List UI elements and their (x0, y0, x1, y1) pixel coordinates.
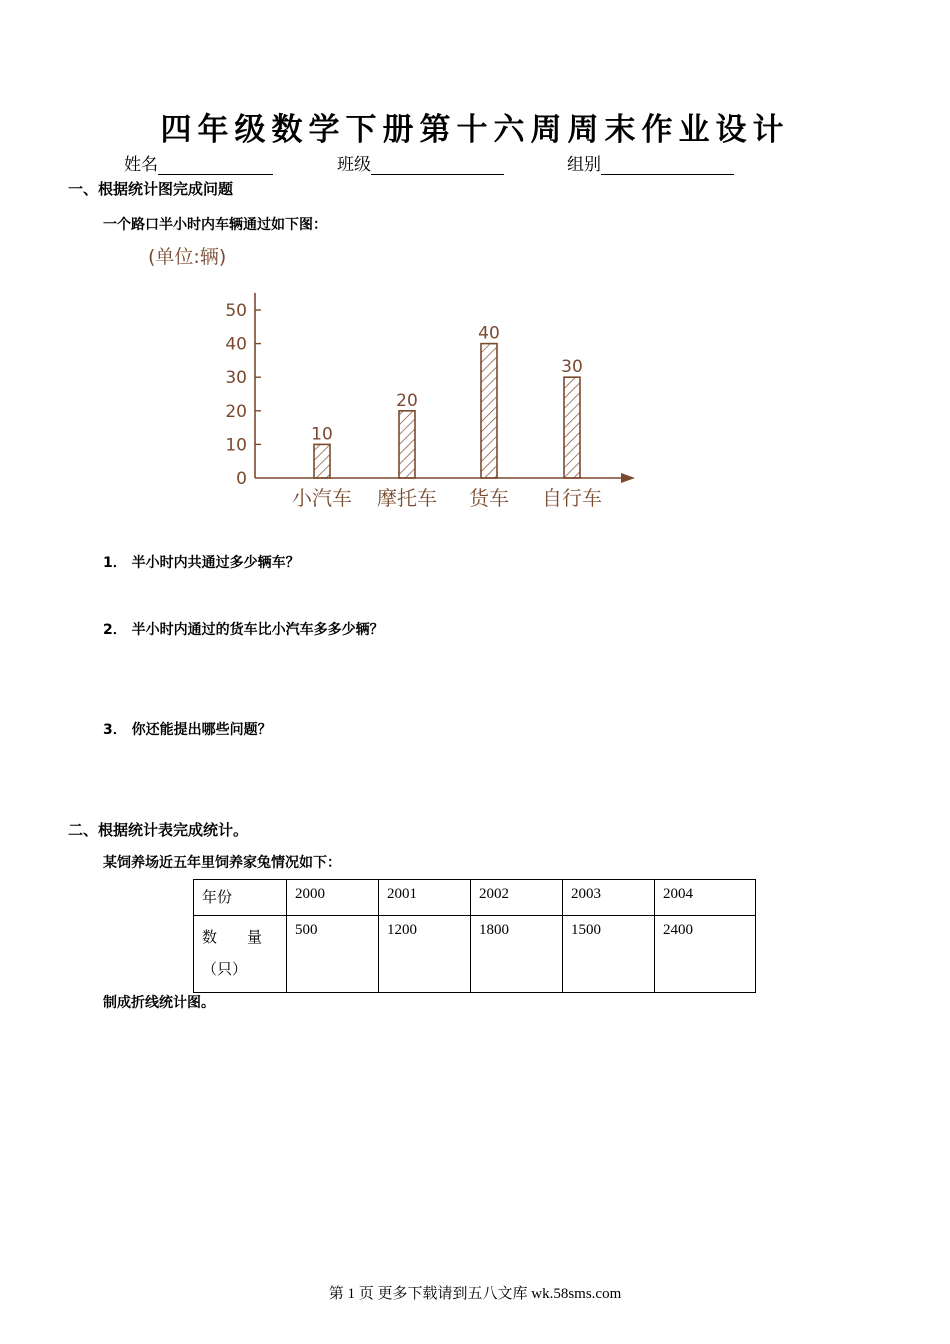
table-cell: 2001 (379, 880, 471, 916)
table-cell: 1500 (563, 916, 655, 993)
bar-chart (140, 238, 640, 518)
quantity-unit: （只） (202, 962, 248, 978)
name-blank[interactable] (158, 155, 273, 175)
table-header-year: 年份 (194, 880, 287, 916)
question-2: 2． 半小时内通过的货车比小汽车多多少辆？ (103, 622, 384, 638)
class-blank[interactable] (371, 155, 504, 175)
chart-data-labels (311, 324, 583, 445)
table-cell: 2004 (655, 880, 756, 916)
table-row (194, 916, 756, 993)
bar (481, 344, 497, 478)
chart-bars (314, 344, 580, 478)
category-label: 小汽车 (292, 486, 352, 510)
y-tick-label: 40 (225, 334, 247, 355)
data-label: 10 (311, 424, 333, 445)
table-cell: 1200 (379, 916, 471, 993)
page-footer: 第 1 页 更多下载请到五八文库 wk.58sms.com (328, 1286, 622, 1302)
question-3: 3． 你还能提出哪些问题？ (103, 722, 272, 738)
section1-heading: 一、根据统计图完成问题 (68, 180, 234, 198)
y-tick-label: 20 (225, 401, 247, 422)
category-label: 货车 (469, 486, 509, 510)
section2-intro: 某饲养场近五年里饲养家兔情况如下： (103, 855, 341, 871)
group-field (567, 150, 734, 175)
bar (314, 444, 330, 478)
data-label: 40 (478, 323, 500, 344)
chart-unit-label: (单位:辆) (148, 246, 227, 268)
y-tick-label: 50 (225, 301, 247, 321)
bar (564, 377, 580, 478)
page-title: 四年级数学下册第十六周周末作业设计 (160, 112, 790, 148)
chart-category-labels (292, 486, 602, 510)
class-label: 班级 (337, 155, 371, 175)
x-axis-arrow (621, 473, 635, 483)
table-cell: 2002 (471, 880, 563, 916)
category-label: 摩托车 (377, 486, 437, 510)
table-cell: 2400 (655, 916, 756, 993)
group-label: 组别 (567, 155, 601, 175)
table-row (194, 880, 756, 916)
name-field (124, 150, 273, 175)
table-cell: 2003 (563, 880, 655, 916)
rabbit-table (193, 879, 756, 993)
data-label: 30 (561, 357, 583, 378)
bar (399, 411, 415, 478)
table-header-quantity (194, 916, 287, 993)
y-tick-label: 0 (236, 469, 247, 489)
y-tick-label: 10 (225, 435, 247, 456)
question-1: 1． 半小时内共通过多少辆车？ (103, 555, 300, 571)
section1-intro: 一个路口半小时内车辆通过如下图： (103, 217, 327, 233)
name-label: 姓名 (124, 155, 158, 175)
data-label: 20 (396, 390, 418, 411)
table-cell: 500 (287, 916, 379, 993)
table-cell: 1800 (471, 916, 563, 993)
quantity-label: 数 量 (202, 930, 263, 946)
section2-task: 制成折线统计图。 (103, 995, 215, 1011)
group-blank[interactable] (601, 155, 734, 175)
class-field (337, 150, 504, 175)
table-cell: 2000 (287, 880, 379, 916)
section2-heading: 二、根据统计表完成统计。 (68, 821, 249, 839)
category-label: 自行车 (542, 486, 602, 510)
y-tick-label: 30 (225, 368, 247, 389)
